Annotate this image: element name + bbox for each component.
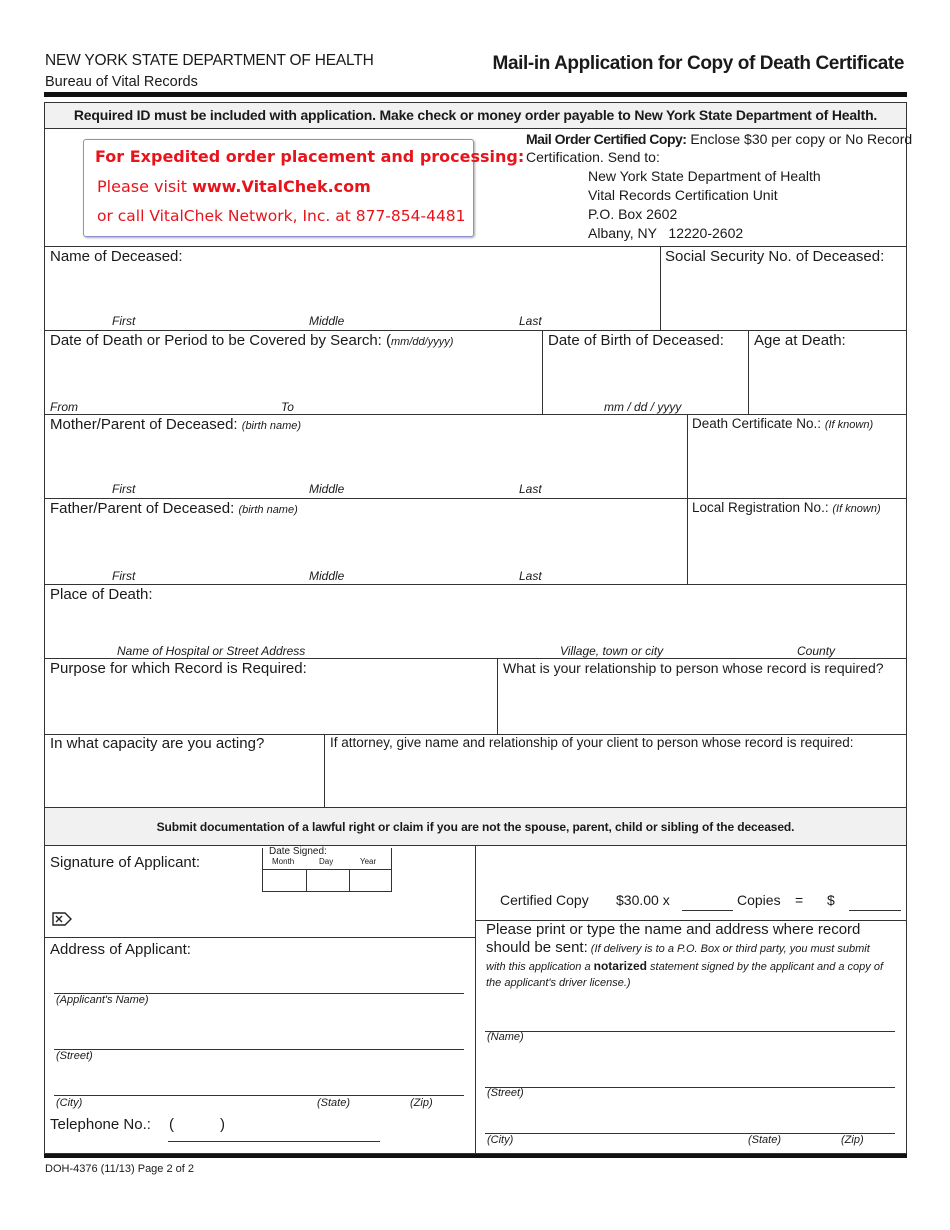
hospital-label: Name of Hospital or Street Address xyxy=(117,644,306,658)
phone-paren-close: ) xyxy=(220,1116,225,1133)
id-notice xyxy=(45,103,906,129)
equals-label: = xyxy=(795,892,804,908)
first-label: First xyxy=(112,569,136,583)
submit-notice-text: Submit documentation of a lawful right or claim if you are not the spouse, parent, child or sibling of the deceased. xyxy=(156,820,795,834)
row-line xyxy=(44,658,907,659)
local-reg-if-known: (If known) xyxy=(832,503,881,515)
send-zip-label: (Zip) xyxy=(841,1134,864,1146)
send-to-note: (If delivery is to a P.O. Box or third party, you must submit xyxy=(587,943,870,955)
row-line xyxy=(44,330,907,331)
village-label: Village, town or city xyxy=(560,644,664,658)
mother-label xyxy=(50,416,301,433)
total-input[interactable] xyxy=(849,895,901,911)
dob-field[interactable] xyxy=(544,352,746,398)
date-format: mm/dd/yyyy) xyxy=(391,336,454,348)
footer-rule xyxy=(44,1154,907,1158)
applicant-state-label: (State) xyxy=(317,1097,351,1109)
mail-address-4: Albany, NY 12220-2602 xyxy=(588,225,744,241)
page-title: Mail-in Application for Copy of Death Certificate xyxy=(492,53,904,74)
send-to-line3 xyxy=(486,959,883,973)
vitalchek-box xyxy=(83,139,525,237)
applicant-name-input[interactable] xyxy=(54,970,464,994)
send-street-input[interactable] xyxy=(485,1064,895,1088)
date-signed-label: Date Signed: xyxy=(269,846,327,857)
col-divider xyxy=(687,414,688,584)
first-label: First xyxy=(112,314,136,328)
date-signed-box xyxy=(262,848,392,892)
last-label: Last xyxy=(519,482,542,496)
purpose-field[interactable] xyxy=(46,680,495,732)
header-rule xyxy=(44,92,907,97)
death-cert-no-field[interactable] xyxy=(689,436,905,496)
mail-order-line2: Certification. Send to: xyxy=(526,149,660,165)
dob-format: mm / dd / yyyy xyxy=(604,400,682,414)
bureau-name: Bureau of Vital Records xyxy=(45,74,198,90)
send-to-main: should be sent: xyxy=(486,939,588,956)
death-cert-if-known: (If known) xyxy=(824,419,874,431)
to-label: To xyxy=(281,400,294,414)
col-divider xyxy=(475,845,476,1154)
id-notice-text: Required ID must be included with application. Make check or money order payable to New York State Department of Health. xyxy=(73,107,878,123)
applicant-zip-label: (Zip) xyxy=(410,1097,433,1109)
certified-copy-label: Certified Copy xyxy=(500,892,589,908)
dob-label: Date of Birth of Deceased: xyxy=(548,332,724,349)
middle-label: Middle xyxy=(309,569,345,583)
local-reg-no-text: Local Registration No.: xyxy=(692,500,829,515)
send-to-line3-a: with this application a xyxy=(486,961,594,973)
telephone-input[interactable] xyxy=(168,1116,380,1142)
address-applicant-label: Address of Applicant: xyxy=(50,941,191,958)
price-label: $30.00 x xyxy=(616,892,670,908)
row-line xyxy=(44,584,907,585)
col-divider xyxy=(324,734,325,807)
send-to-line1: Please print or type the name and address where record xyxy=(486,921,861,938)
father-label xyxy=(50,500,298,517)
first-label: First xyxy=(112,482,136,496)
mother-text: Mother/Parent of Deceased: xyxy=(50,416,238,433)
ssn-label: Social Security No. of Deceased: xyxy=(665,248,885,265)
year-input[interactable] xyxy=(350,870,391,891)
submit-notice xyxy=(45,808,906,845)
vitalchek-heading: For Expedited order placement and processing: xyxy=(95,147,525,166)
father-text: Father/Parent of Deceased: xyxy=(50,500,235,517)
signature-field[interactable] xyxy=(72,878,252,930)
year-label: Year xyxy=(360,857,377,866)
father-birth-name: (birth name) xyxy=(238,504,298,516)
send-city-input[interactable] xyxy=(485,1110,895,1134)
attorney-field[interactable] xyxy=(326,756,905,805)
col-divider xyxy=(542,330,543,414)
col-divider xyxy=(497,658,498,734)
copies-input[interactable] xyxy=(682,895,733,911)
age-field[interactable] xyxy=(750,352,905,412)
local-reg-no-field[interactable] xyxy=(689,520,905,582)
relationship-field[interactable] xyxy=(499,680,905,732)
middle-label: Middle xyxy=(309,314,345,328)
form-number: DOH-4376 (11/13) Page 2 of 2 xyxy=(45,1163,194,1175)
col-divider xyxy=(748,330,749,414)
death-cert-no-text: Death Certificate No.: xyxy=(692,416,822,431)
applicant-city-label: (City) xyxy=(56,1097,83,1109)
county-label: County xyxy=(797,644,836,658)
date-death-text: Date of Death or Period to be Covered by Search: ( xyxy=(50,332,392,349)
send-city-label: (City) xyxy=(487,1134,514,1146)
last-label: Last xyxy=(519,314,542,328)
place-death-label: Place of Death: xyxy=(50,586,153,603)
mail-address-2: Vital Records Certification Unit xyxy=(588,187,778,203)
signature-bottom-rule xyxy=(44,937,475,938)
attorney-label: If attorney, give name and relationship of your client to person whose record is required: xyxy=(330,735,854,750)
ssn-field[interactable] xyxy=(662,268,905,328)
date-death-label xyxy=(50,332,453,349)
applicant-street-label: (Street) xyxy=(56,1050,93,1062)
mail-order-label: Mail Order Certified Copy: xyxy=(526,131,687,147)
vitalchek-visit-prefix: Please visit xyxy=(97,177,193,196)
last-label: Last xyxy=(519,569,542,583)
send-to-line2 xyxy=(486,939,870,956)
mail-order-text1: Enclose $30 per copy or No Record xyxy=(686,131,913,147)
death-cert-no-label xyxy=(692,416,873,431)
mother-birth-name: (birth name) xyxy=(241,420,302,432)
dept-name: NEW YORK STATE DEPARTMENT OF HEALTH xyxy=(45,52,374,69)
send-name-input[interactable] xyxy=(485,1008,895,1032)
day-label: Day xyxy=(319,857,334,866)
father-field[interactable] xyxy=(46,520,685,566)
local-reg-no-label xyxy=(692,500,881,515)
from-label: From xyxy=(50,400,78,414)
row-line xyxy=(44,246,907,247)
name-deceased-field[interactable] xyxy=(46,268,658,312)
phone-paren-open: ( xyxy=(169,1116,174,1133)
telephone-label: Telephone No.: xyxy=(50,1116,151,1133)
send-to-line3-c: statement signed by the applicant and a copy of xyxy=(646,961,884,973)
day-input[interactable] xyxy=(307,870,349,891)
vitalchek-call: or call VitalChek Network, Inc. at 877-854-4481 xyxy=(97,207,466,225)
mother-field[interactable] xyxy=(46,436,685,480)
row-line xyxy=(44,414,907,415)
copies-label: Copies xyxy=(737,892,781,908)
dollar-label: $ xyxy=(827,892,835,908)
capacity-label: In what capacity are you acting? xyxy=(50,735,265,752)
send-street-label: (Street) xyxy=(487,1087,524,1099)
applicant-city-input[interactable] xyxy=(54,1072,464,1096)
name-deceased-label: Name of Deceased: xyxy=(50,248,183,265)
date-death-field[interactable] xyxy=(46,352,540,398)
send-state-label: (State) xyxy=(748,1134,782,1146)
applicant-street-input[interactable] xyxy=(54,1026,464,1050)
mail-address-3: P.O. Box 2602 xyxy=(588,206,678,222)
vitalchek-link[interactable]: www.VitalChek.com xyxy=(192,177,371,196)
purpose-label: Purpose for which Record is Required: xyxy=(50,660,307,677)
month-label: Month xyxy=(272,857,295,866)
send-to-line4: the applicant's driver license.) xyxy=(486,977,631,989)
col-divider xyxy=(660,246,661,330)
applicant-name-label: (Applicant's Name) xyxy=(56,994,149,1006)
vitalchek-visit xyxy=(97,177,371,196)
middle-label: Middle xyxy=(309,482,345,496)
notarized-text: notarized xyxy=(593,959,647,973)
mail-order-line1 xyxy=(526,131,912,147)
send-name-label: (Name) xyxy=(487,1031,524,1043)
sign-here-icon xyxy=(52,911,72,927)
row-line xyxy=(44,498,907,499)
month-input[interactable] xyxy=(263,870,306,891)
signature-label: Signature of Applicant: xyxy=(50,854,201,871)
age-label: Age at Death: xyxy=(754,332,846,349)
relationship-label: What is your relationship to person whose record is required? xyxy=(503,660,884,676)
place-death-field[interactable] xyxy=(46,606,905,644)
capacity-field[interactable] xyxy=(46,756,322,805)
mail-address-1: New York State Department of Health xyxy=(588,168,821,184)
